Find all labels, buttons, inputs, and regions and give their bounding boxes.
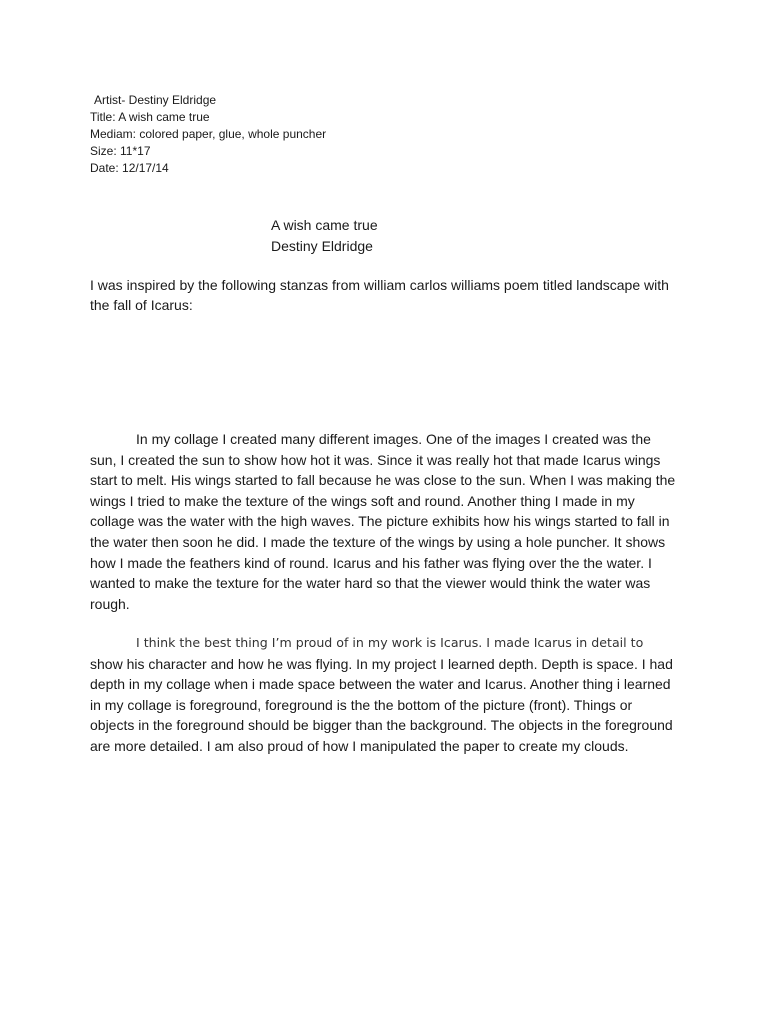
meta-title: Title: A wish came true (90, 110, 210, 124)
intro-paragraph: I was inspired by the following stanzas from william carlos williams poem titled landscape with the fall of Icarus: (90, 277, 669, 313)
essay-title: A wish came true (271, 217, 378, 233)
essay-heading (271, 215, 378, 257)
meta-artist: Artist- Destiny Eldridge (94, 93, 217, 107)
essay-author: Destiny Eldridge (271, 238, 373, 254)
paragraph-2-rest: show his character and how he was flying. In my project I learned depth. Depth is space. I had depth in my collage when i made space between the water and Icarus. Another thing i learned in my collage is foreground, foreground is the the bottom of the picture (front). Things or objects in the foreground should be bigger than the background. The objects in the foreground are more detailed. I am also proud of how I manipulated the paper to create my clouds. (90, 655, 673, 754)
meta-size: Size: 11*17 (90, 144, 151, 158)
meta-date: Date: 12/17/14 (90, 161, 169, 175)
meta-medium: Mediam: colored paper, glue, whole puncher (90, 127, 327, 141)
paragraph-2-lead: I think the best thing I’m proud of in my work is Icarus. I made Icarus in detail to (136, 635, 644, 650)
body-paragraph-1: In my collage I created many different images. One of the images I created was the sun, I created the sun to show how hot it was. Since it was really hot that made Icarus wings start to melt. His wings started to fall because he was close to the sun. When I was making the wings I tried to make the texture of the wings soft and round. Another thing I made in my collage was the water with the high waves. The picture exhibits how his wings started to fall in the water then soon he did. I made the texture of the wings by using a hole puncher. It shows how I made the feathers kind of round. Icarus and his father was flying over the the water. I wanted to make the texture for the water hard so that the viewer would think the water was rough. (90, 431, 676, 612)
body-paragraph-2 (90, 633, 680, 757)
artwork-metadata (90, 92, 326, 177)
